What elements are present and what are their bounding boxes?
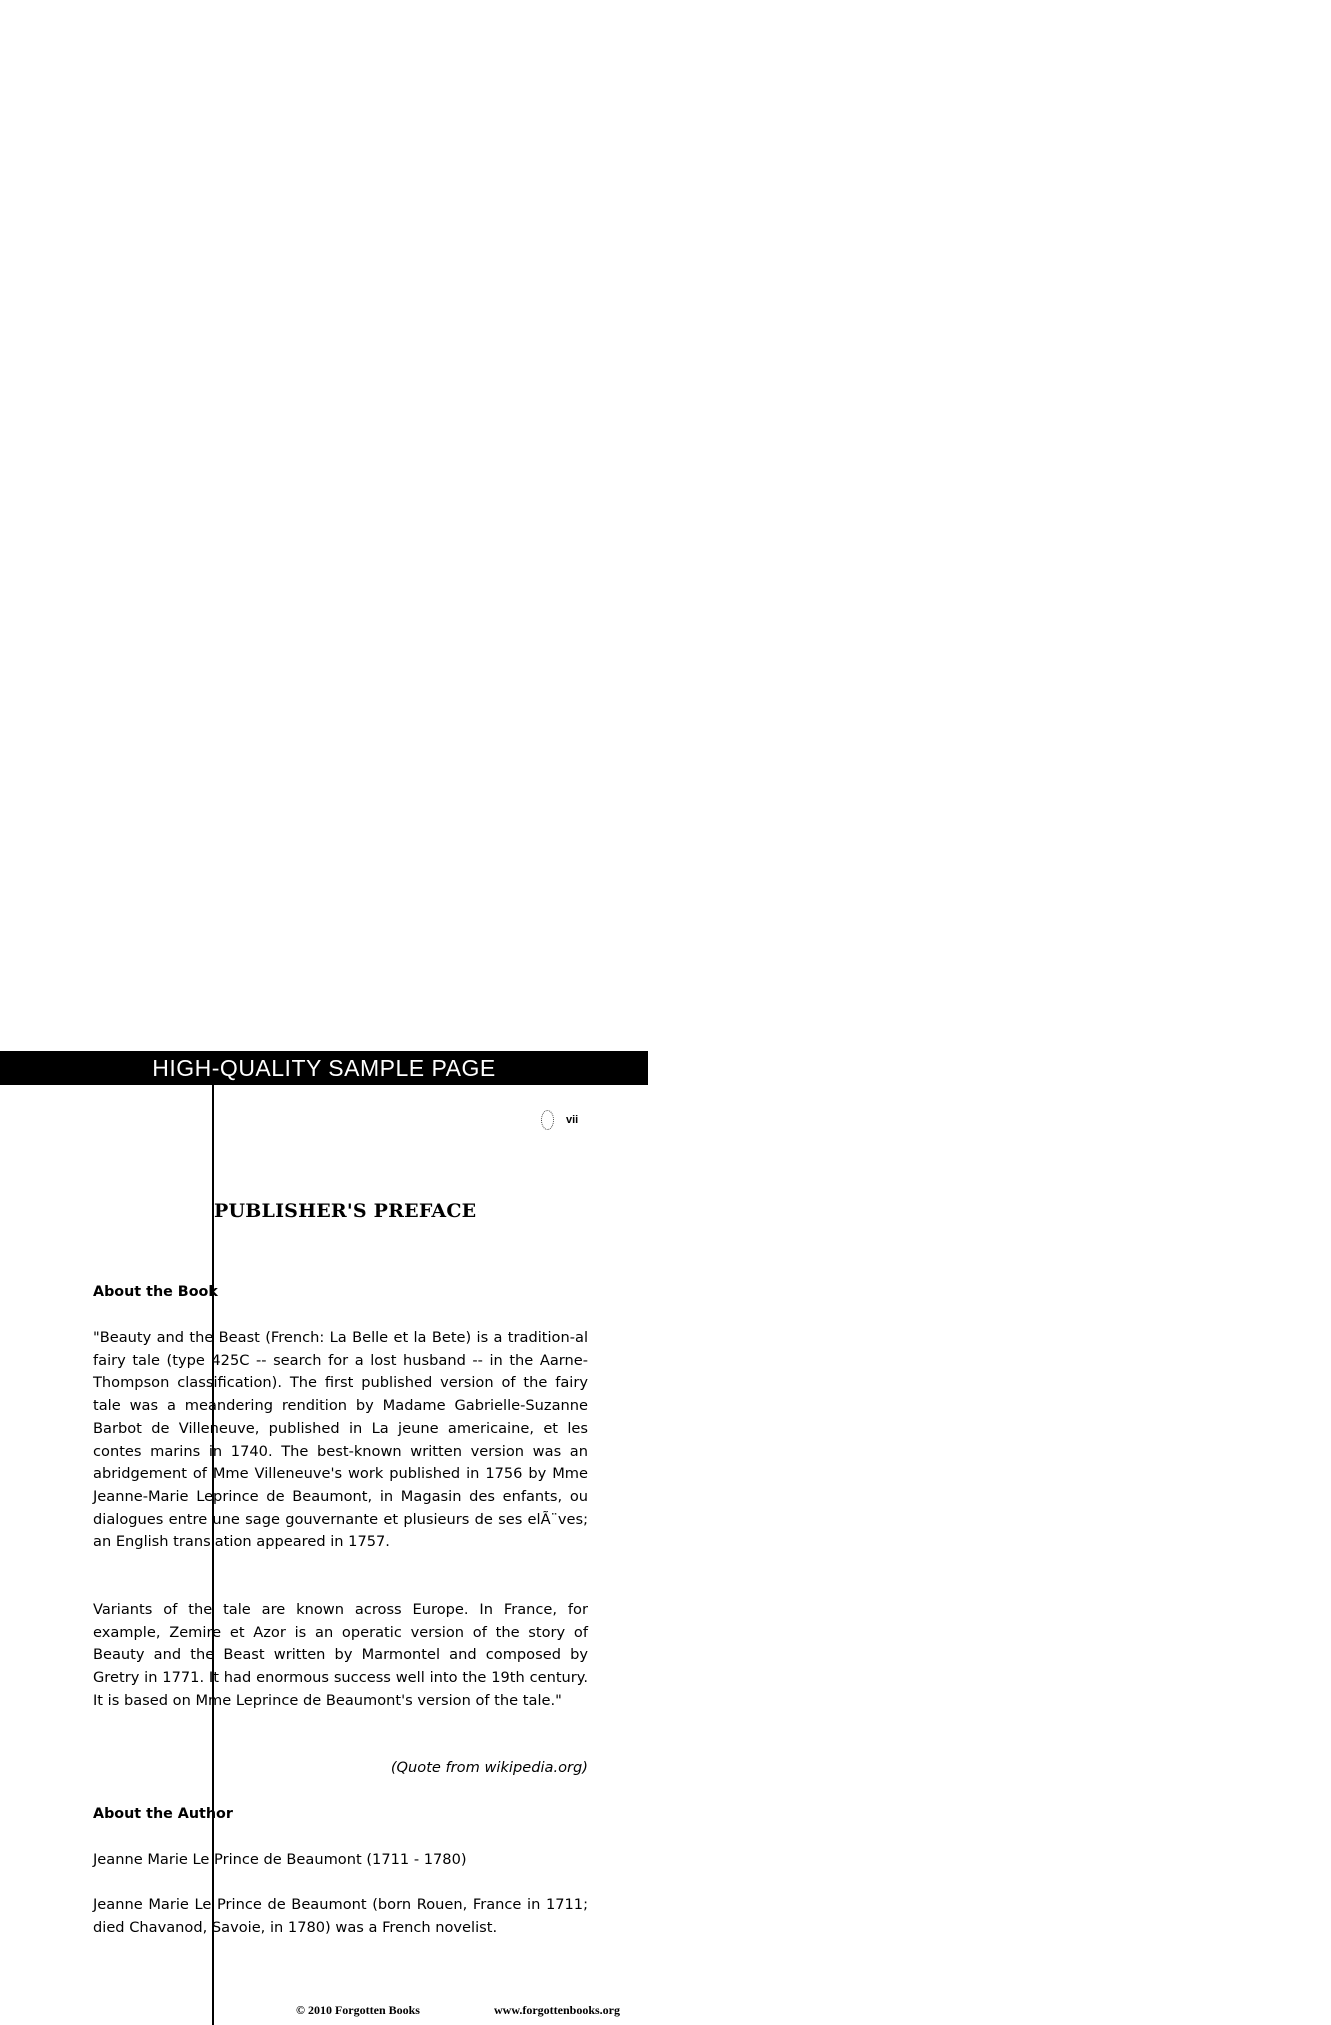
page-number-area <box>541 1110 578 1130</box>
sample-page-banner <box>0 1051 648 1085</box>
book-paragraph-2: Variants of the tale are known across Europe. In France, for example, Zemire et Azor is an operatic version of the story of Beauty and the Beast written by Marmontel and composed by Gretry in 1771. It had enormous success well into the 19th century. It is based on Mme Leprince de Beaumont's version of the tale." <box>93 1601 588 1709</box>
banner-text: HIGH-QUALITY SAMPLE PAGE <box>152 1054 496 1081</box>
about-author-heading: About the Author <box>93 1806 233 1822</box>
about-book-heading: About the Book <box>93 1284 218 1300</box>
page-title: PUBLISHER'S PREFACE <box>214 1200 477 1222</box>
quote-citation: (Quote from wikipedia.org) <box>390 1759 588 1776</box>
author-name-line: Jeanne Marie Le Prince de Beaumont (1711 - 1780) <box>93 1851 467 1868</box>
book-paragraph-1: "Beauty and the Beast (French: La Belle et la Bete) is a tradition-al fairy tale (type 425C -- search for a lost husband -- in the Aarne-Thompson classification). The first published version of the fairy tale was a meandering rendition by Madame Gabrielle-Suzanne Barbot de Villeneuve, published in La jeune americaine, et les contes marins in 1740. The best-known written version was an abridgement of Mme Villeneuve's work published in 1756 by Mme Jeanne-Marie Leprince de Beaumont, in Magasin des enfants, ou dialogues entre une sage gouvernante et plusieurs de ses elÃ¨ves; an English translation appeared in 1757. <box>93 1329 588 1551</box>
footer-website[interactable]: www.forgottenbooks.org <box>494 2003 620 2017</box>
footer-copyright: © 2010 Forgotten Books <box>296 2003 420 2017</box>
page-number: vii <box>566 1114 579 1126</box>
vertical-divider-line <box>212 1085 214 2025</box>
author-bio: Jeanne Marie Le Prince de Beaumont (born Rouen, France in 1711; died Chavanod, Savoie, in 1780) was a French novelist. <box>93 1896 588 1936</box>
dotted-ring-icon <box>541 1110 554 1130</box>
